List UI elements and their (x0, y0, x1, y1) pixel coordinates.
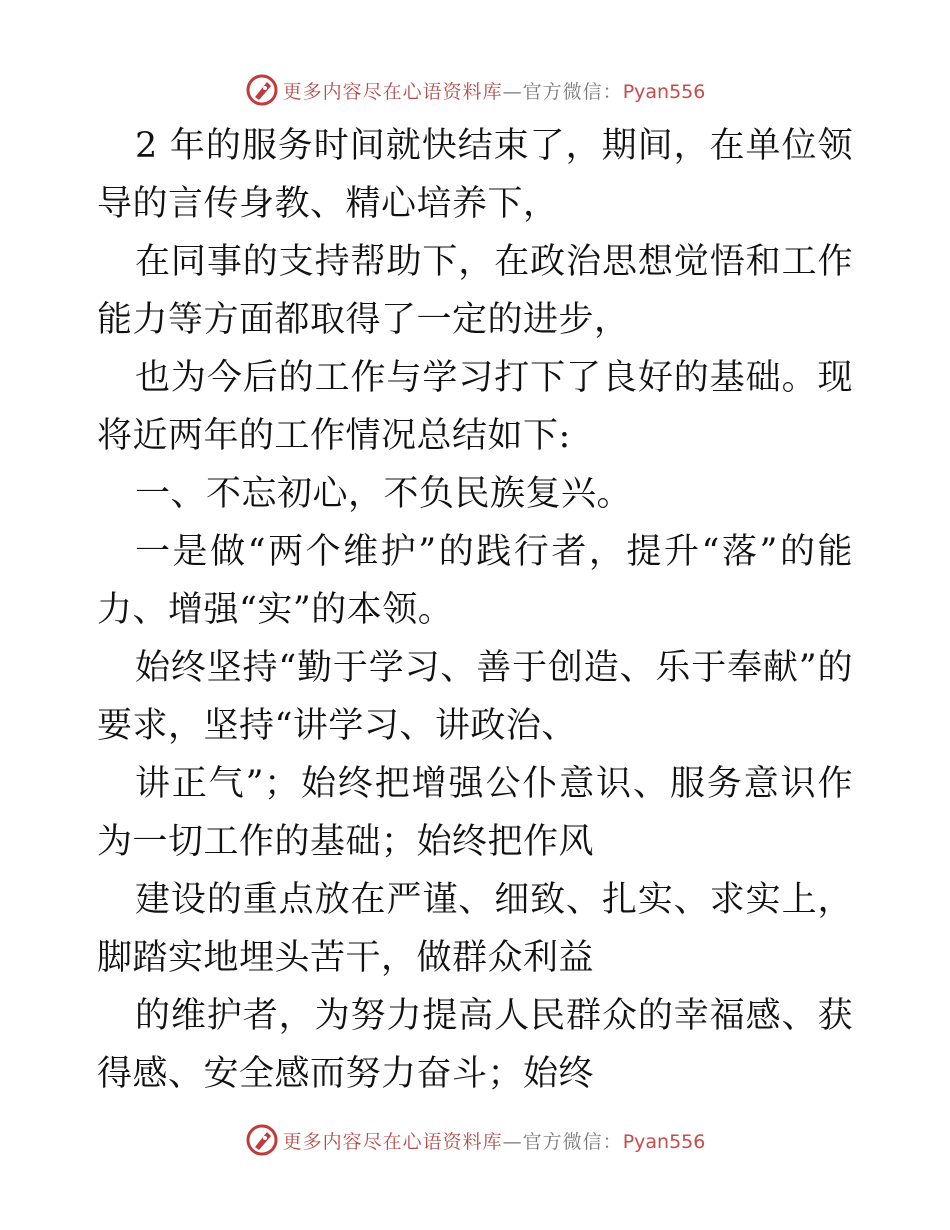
section-heading: 一、不忘初心，不负民族复兴。 (135, 474, 633, 514)
paragraph: 始终坚持“勤于学习、善于创造、乐于奉献”的要求，坚持“讲学习、讲政治、 (97, 648, 853, 746)
banner-separator: — (502, 80, 523, 103)
wechat-label: 官方微信： (522, 1130, 623, 1153)
paragraph: 的维护者，为努力提高人民群众的幸福感、获得感、安全感而努力奋斗；始终 (97, 996, 853, 1094)
promo-text: 更多内容尽在心语资料库 (282, 80, 503, 103)
document-body (97, 117, 853, 1103)
paragraph: 一是做“两个维护”的践行者，提升“落”的能力、增强“实”的本领。 (97, 532, 853, 630)
pen-nib-logo-icon (245, 1123, 279, 1157)
paragraph: 在同事的支持帮助下，在政治思想觉悟和工作能力等方面都取得了一定的进步， (97, 242, 853, 340)
banner-separator: — (502, 1130, 523, 1153)
header-banner-text (283, 77, 706, 104)
header-watermark-banner (0, 70, 950, 110)
footer-banner-text (283, 1127, 706, 1154)
wechat-id: Pyan556 (622, 1130, 706, 1153)
wechat-id: Pyan556 (622, 80, 706, 103)
wechat-label: 官方微信： (522, 80, 623, 103)
paragraph: 建设的重点放在严谨、细致、扎实、求实上，脚踏实地埋头苦干，做群众利益 (97, 880, 853, 978)
paragraph: 也为今后的工作与学习打下了良好的基础。现将近两年的工作情况总结如下: (97, 358, 853, 456)
footer-watermark-banner (0, 1120, 950, 1160)
promo-text: 更多内容尽在心语资料库 (282, 1130, 503, 1153)
pen-nib-logo-icon (245, 73, 279, 107)
paragraph: 讲正气”；始终把增强公仆意识、服务意识作为一切工作的基础；始终把作风 (97, 764, 853, 862)
paragraph: 2 年的服务时间就快结束了，期间，在单位领导的言传身教、精心培养下， (97, 126, 853, 224)
